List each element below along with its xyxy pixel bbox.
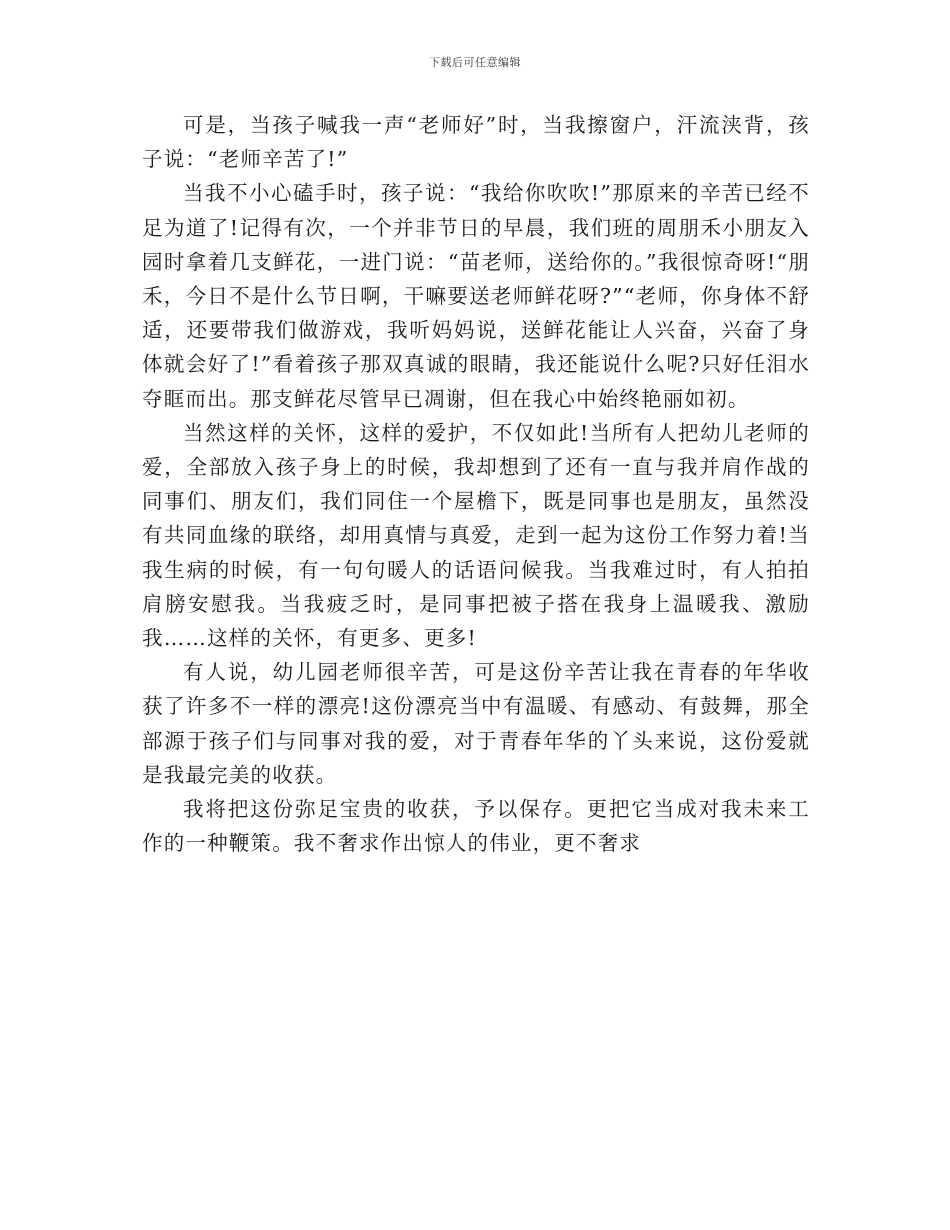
paragraph-2: 当我不小心磕手时，孩子说：“我给你吹吹!”那原来的辛苦已经不足为道了!记得有次，一个并非节日的早晨，我们班的周朋禾小朋友入园时拿着几支鲜花，一进门说：“苗老师，送给你的。”我很惊奇呀!“朋禾，今日不是什么节日啊，干嘛要送老师鲜花呀?”“老师，你身体不舒适，还要带我们做游戏，我听妈妈说，送鲜花能让人兴奋，兴奋了身体就会好了!”看着孩子那双真诚的眼睛，我还能说什么呢?只好任泪水夺眶而出。那支鲜花尽管早已凋谢，但在我心中始终艳丽如初。 bbox=[142, 181, 810, 411]
document-body bbox=[142, 108, 810, 860]
paragraph-1: 可是，当孩子喊我一声“老师好”时，当我擦窗户，汗流浃背，孩子说：“老师辛苦了!” bbox=[142, 113, 810, 172]
paragraph-3: 当然这样的关怀，这样的爱护，不仅如此!当所有人把幼儿老师的爱，全部放入孩子身上的时候，我却想到了还有一直与我并肩作战的同事们、朋友们，我们同住一个屋檐下，既是同事也是朋友，虽然没有共同血缘的联络，却用真情与真爱，走到一起为这份工作努力着!当我生病的时候，有一句句暖人的话语问候我。当我难过时，有人拍拍肩膀安慰我。当我疲乏时，是同事把被子搭在我身上温暖我、激励我……这样的关怀，有更多、更多! bbox=[142, 420, 810, 651]
page-header: 下载后可任意编辑 bbox=[429, 56, 521, 69]
paragraph-4: 有人说，幼儿园老师很辛苦，可是这份辛苦让我在青春的年华收获了许多不一样的漂亮!这份漂亮当中有温暖、有感动、有鼓舞，那全部源于孩子们与同事对我的爱，对于青春年华的丫头来说，这份爱就是我最完美的收获。 bbox=[142, 660, 810, 787]
paragraph-5: 我将把这份弥足宝贵的收获，予以保存。更把它当成对我未来工作的一种鞭策。我不奢求作出惊人的伟业，更不奢求 bbox=[142, 797, 810, 856]
